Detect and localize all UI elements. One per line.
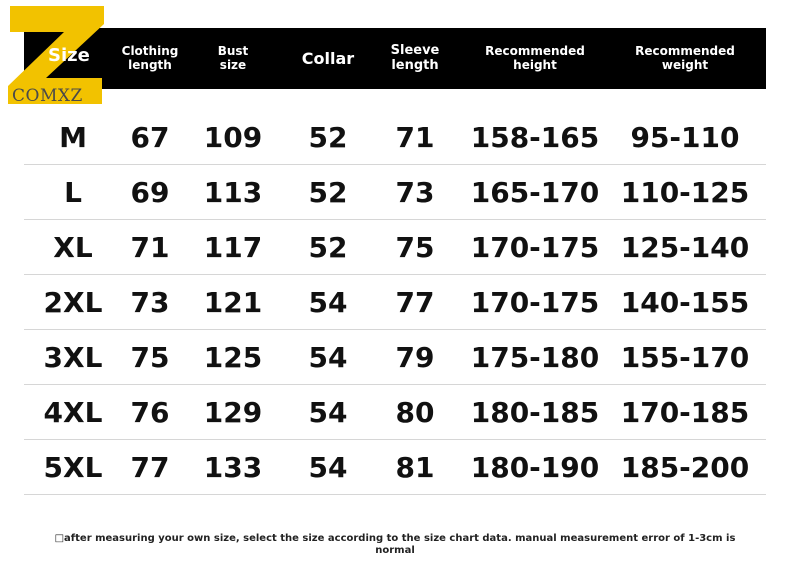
size-row [24,165,766,220]
sleeve-cell: 75 [395,230,435,264]
clothing-length-cell: 76 [130,395,170,429]
header-sleeve-length: Sleeve length [390,43,440,73]
size-row [24,220,766,275]
recommended-height-cell: 180-190 [470,450,600,484]
bust-cell: 109 [203,120,263,154]
recommended-weight-cell: 125-140 [620,230,750,264]
recommended-weight-cell: 170-185 [620,395,750,429]
clothing-length-cell: 75 [130,340,170,374]
recommended-weight-cell: 95-110 [630,120,740,154]
size-row [24,440,766,495]
header-clothing-length: Clothing length [121,44,179,72]
sleeve-cell: 79 [395,340,435,374]
sleeve-cell: 80 [395,395,435,429]
collar-cell: 54 [308,285,348,319]
sleeve-cell: 77 [395,285,435,319]
header-bust-size: Bust size [217,44,249,72]
bust-cell: 121 [203,285,263,319]
size-row [24,275,766,330]
bust-cell: 129 [203,395,263,429]
size-chart-header [24,28,766,89]
recommended-weight-cell: 155-170 [620,340,750,374]
header-collar: Collar [301,48,355,68]
header-recommended-weight: Recommended weight [635,44,735,72]
bust-cell: 117 [203,230,263,264]
size-cell: 5XL [43,450,103,484]
clothing-length-cell: 77 [130,450,170,484]
measurement-note [24,533,766,556]
measurement-note-line1: □after measuring your own size, select the size according to the size chart data. manual measurement error of 1-3cm is [54,533,736,544]
collar-cell: 52 [308,120,348,154]
collar-cell: 52 [308,230,348,264]
bust-cell: 113 [203,175,263,209]
measurement-note-line2: normal [375,544,415,556]
recommended-weight-cell: 110-125 [620,175,750,209]
recommended-height-cell: 165-170 [470,175,600,209]
size-cell: XL [53,230,93,264]
brand-name: COMXZ [12,86,83,106]
header-recommended-height: Recommended height [485,44,585,72]
size-row [24,330,766,385]
size-row [24,385,766,440]
sleeve-cell: 71 [395,120,435,154]
collar-cell: 54 [308,340,348,374]
size-cell: 4XL [43,395,103,429]
size-cell: 2XL [43,285,103,319]
size-cell: 3XL [43,340,103,374]
collar-cell: 54 [308,450,348,484]
size-row [24,110,766,165]
recommended-height-cell: 175-180 [470,340,600,374]
clothing-length-cell: 69 [130,175,170,209]
bust-cell: 125 [203,340,263,374]
bust-cell: 133 [203,450,263,484]
sleeve-cell: 81 [395,450,435,484]
recommended-height-cell: 170-175 [470,285,600,319]
recommended-height-cell: 170-175 [470,230,600,264]
size-chart-table [24,110,766,495]
recommended-weight-cell: 185-200 [620,450,750,484]
recommended-height-cell: 158-165 [470,120,600,154]
recommended-height-cell: 180-185 [470,395,600,429]
header-size-label: Size [48,45,90,66]
collar-cell: 54 [308,395,348,429]
sleeve-cell: 73 [395,175,435,209]
size-cell: M [59,120,87,154]
clothing-length-cell: 71 [130,230,170,264]
clothing-length-cell: 73 [130,285,170,319]
clothing-length-cell: 67 [130,120,170,154]
size-cell: L [64,175,82,209]
collar-cell: 52 [308,175,348,209]
recommended-weight-cell: 140-155 [620,285,750,319]
